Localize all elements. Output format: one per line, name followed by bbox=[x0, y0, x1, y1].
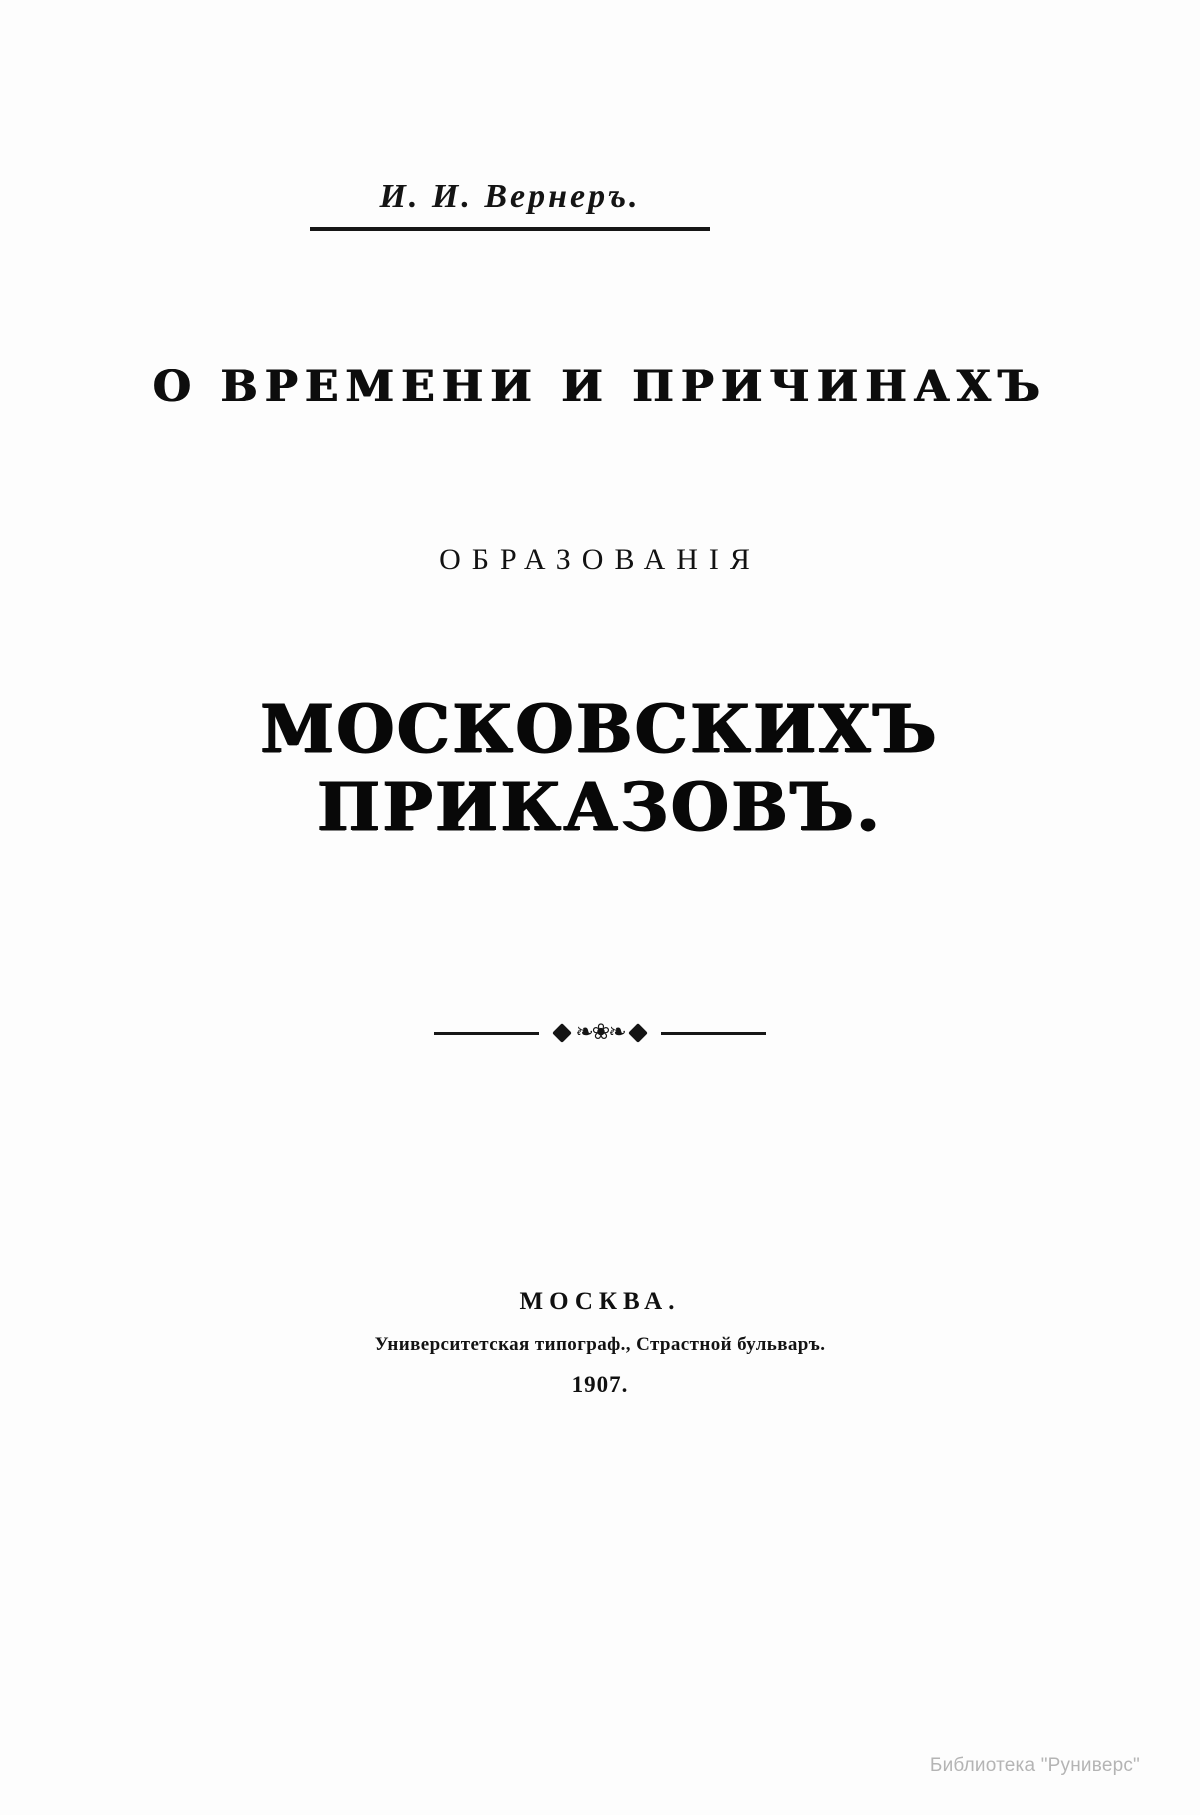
imprint-printer: Университетская типограф., Страстной бульваръ. bbox=[374, 1334, 826, 1355]
ornament-dash-right-icon bbox=[661, 1032, 766, 1035]
ornament-dash-left-icon bbox=[434, 1032, 539, 1035]
author-underline-rule bbox=[310, 227, 710, 231]
library-watermark: Библиотека "Руниверс" bbox=[929, 1755, 1140, 1776]
ornament-diamond-left-icon bbox=[552, 1023, 572, 1043]
title-line-main: МОСКОВСКИХЪ ПРИКАЗОВЪ. bbox=[260, 690, 940, 846]
title-line-primary: О ВРЕМЕНИ И ПРИЧИНАХЪ bbox=[152, 362, 1048, 412]
imprint-year: 1907. bbox=[571, 1372, 629, 1397]
author-name: И. И. Вернеръ. bbox=[379, 178, 641, 215]
ornament-divider bbox=[0, 1022, 1200, 1044]
title-line-secondary: ОБРАЗОВАНІЯ bbox=[439, 543, 761, 576]
ornament-diamond-right-icon bbox=[628, 1023, 648, 1043]
ornament-floral-icon: ❧❀❧ bbox=[575, 1020, 625, 1045]
imprint-city: МОСКВА. bbox=[519, 1288, 681, 1315]
imprint-block bbox=[0, 1288, 1200, 1398]
author-block bbox=[0, 178, 1200, 231]
